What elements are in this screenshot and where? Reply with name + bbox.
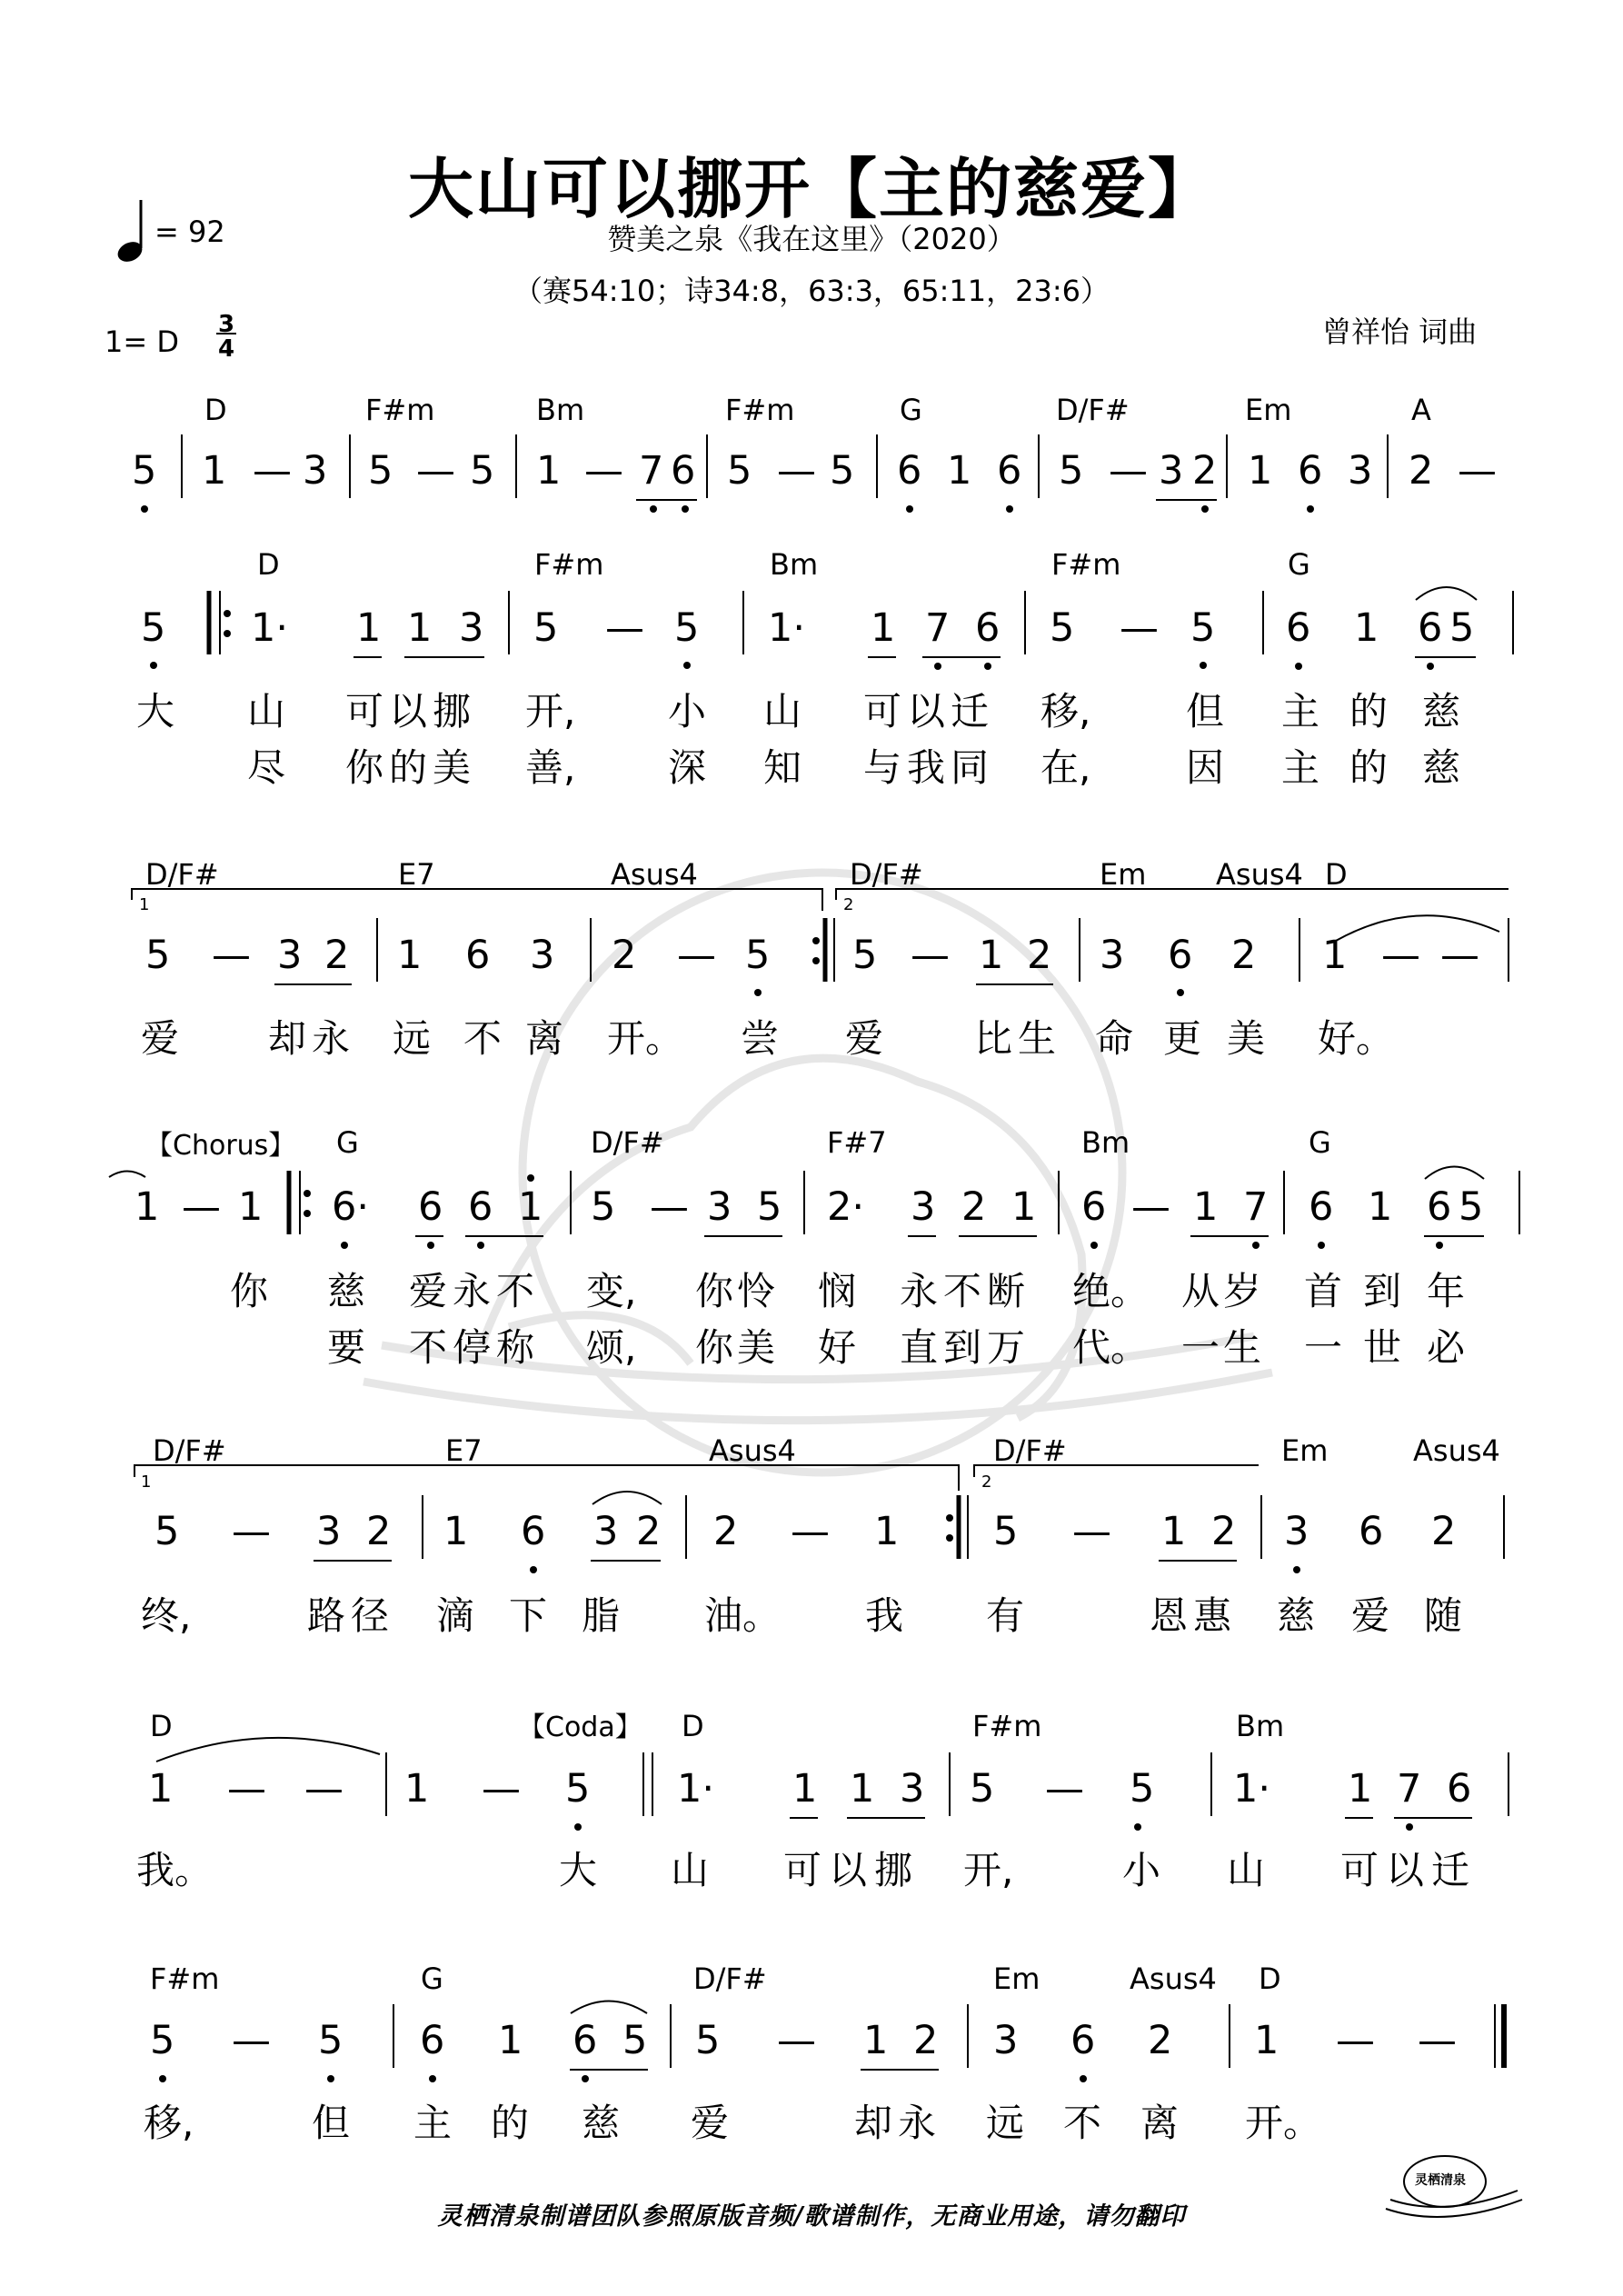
dash: — bbox=[253, 448, 292, 494]
lyric-verse-2: 一 bbox=[1304, 1325, 1343, 1370]
lyric-verse-2: 要 bbox=[327, 1325, 366, 1370]
chord: Em bbox=[1281, 1433, 1329, 1468]
note: 5 bbox=[1050, 605, 1075, 651]
lyric: 山 bbox=[247, 689, 286, 734]
dash: — bbox=[605, 605, 644, 651]
note: 3 bbox=[707, 1184, 732, 1230]
note: 5 bbox=[695, 2018, 721, 2063]
note: 1 bbox=[1248, 448, 1273, 494]
note: 6 bbox=[897, 448, 922, 494]
dash: — bbox=[1381, 933, 1420, 978]
volta-number: 2 bbox=[843, 895, 854, 914]
dash: — bbox=[777, 448, 816, 494]
chord: F#7 bbox=[827, 1125, 887, 1160]
note: 2 bbox=[713, 1509, 739, 1554]
note: 3 bbox=[1159, 448, 1184, 494]
note: 3 bbox=[530, 933, 555, 978]
lyric: 却永 bbox=[268, 1016, 356, 1061]
dash: — bbox=[650, 1184, 689, 1230]
lyric: 移, bbox=[144, 2101, 194, 2145]
lyric: 主 bbox=[1281, 689, 1320, 734]
note: 5 bbox=[1130, 1766, 1155, 1812]
note: 3 bbox=[303, 448, 328, 494]
chord: F#m bbox=[365, 393, 435, 427]
note: 6 bbox=[1359, 1509, 1384, 1554]
lyric: 移, bbox=[1041, 689, 1091, 734]
chord: Bm bbox=[1236, 1709, 1285, 1743]
chord: Asus4 bbox=[1216, 857, 1303, 892]
lyric: 变, bbox=[586, 1269, 637, 1313]
note: 1 bbox=[148, 1766, 174, 1812]
note: 1· bbox=[768, 605, 806, 651]
note: 5 bbox=[318, 2018, 344, 2063]
lyric: 绝。 bbox=[1072, 1269, 1150, 1313]
lyric: 你怜 bbox=[695, 1269, 780, 1313]
lyric-verse-2: 因 bbox=[1186, 745, 1225, 790]
note: 1 bbox=[498, 2018, 523, 2063]
note: 6 bbox=[1070, 2018, 1096, 2063]
lyric: 首 bbox=[1304, 1269, 1343, 1313]
note: 1 bbox=[871, 605, 896, 651]
lyric: 不 bbox=[1063, 2101, 1102, 2145]
note: 1 bbox=[443, 1509, 469, 1554]
chord: Em bbox=[993, 1962, 1041, 1996]
lyric-verse-2: 慈 bbox=[1422, 745, 1461, 790]
lyric: 离 bbox=[525, 1016, 564, 1061]
lyric: 慈 bbox=[582, 2101, 621, 2145]
note: 5 bbox=[470, 448, 495, 494]
lyric-verse-2: 好 bbox=[818, 1325, 857, 1370]
footer-copyright-note: 灵栖清泉制谱团队参照原版音频/歌谱制作，无商业用途，请勿翻印 bbox=[437, 2202, 1186, 2231]
volta-number: 2 bbox=[981, 1472, 992, 1492]
lyric-verse-2: 在, bbox=[1041, 745, 1091, 790]
note: 1 bbox=[1368, 1184, 1393, 1230]
note: 2 bbox=[1192, 448, 1218, 494]
note: 6 bbox=[521, 1509, 546, 1554]
note: 3 bbox=[1348, 448, 1373, 494]
chord: D bbox=[204, 393, 227, 427]
lyric: 爱 bbox=[1351, 1593, 1390, 1638]
lyric: 大 bbox=[136, 689, 175, 734]
note: 3 bbox=[593, 1509, 619, 1554]
chord: Asus4 bbox=[709, 1433, 796, 1468]
note: 2 bbox=[636, 1509, 662, 1554]
note: 6· bbox=[332, 1184, 370, 1230]
lyric: 可以迁 bbox=[1340, 1848, 1478, 1892]
chord: A bbox=[1411, 393, 1431, 427]
lyric: 美 bbox=[1227, 1016, 1266, 1061]
note: 1 bbox=[1011, 1184, 1037, 1230]
note: 7 bbox=[639, 448, 664, 494]
lyric: 主 bbox=[413, 2101, 453, 2145]
lyric: 但 bbox=[312, 2101, 351, 2145]
note: 1 bbox=[518, 1184, 543, 1230]
lyric: 的 bbox=[491, 2101, 530, 2145]
lyric-verse-2: 世 bbox=[1363, 1325, 1402, 1370]
note: 2 bbox=[324, 933, 350, 978]
tempo-marking: = 92 bbox=[154, 215, 225, 249]
chord: G bbox=[900, 393, 922, 427]
note: 6 bbox=[1081, 1184, 1107, 1230]
chord: F#m bbox=[1051, 547, 1121, 582]
note: 3 bbox=[1284, 1509, 1309, 1554]
note: 5 bbox=[565, 1766, 591, 1812]
lyric: 不 bbox=[463, 1016, 503, 1061]
dash: — bbox=[1440, 933, 1479, 978]
scripture-references: （赛54:10；诗34:8，63:3，65:11，23:6） bbox=[513, 274, 1110, 308]
chord: F#m bbox=[534, 547, 604, 582]
dash: — bbox=[1120, 605, 1159, 651]
lyric: 悯 bbox=[818, 1269, 857, 1313]
dash: — bbox=[911, 933, 950, 978]
note: 1· bbox=[677, 1766, 715, 1812]
note: 7 bbox=[925, 605, 951, 651]
chord: D/F# bbox=[145, 857, 219, 892]
lyric: 油。 bbox=[704, 1593, 782, 1638]
coda-label: 【Coda】 bbox=[518, 1712, 642, 1743]
dash: — bbox=[232, 2018, 271, 2063]
lyric: 命 bbox=[1095, 1016, 1134, 1061]
song-title: 大山可以挪开【主的慈爱】 bbox=[407, 151, 1215, 227]
note: 1 bbox=[1254, 2018, 1279, 2063]
note: 1· bbox=[251, 605, 289, 651]
chord: F#m bbox=[725, 393, 795, 427]
chord: G bbox=[421, 1962, 443, 1996]
lyric-verse-2: 深 bbox=[668, 745, 707, 790]
note: 6 bbox=[418, 1184, 443, 1230]
lyric: 却永 bbox=[854, 2101, 942, 2145]
note: 1 bbox=[356, 605, 382, 651]
note: 2· bbox=[827, 1184, 865, 1230]
note: 3 bbox=[1100, 933, 1125, 978]
note: 2 bbox=[1148, 2018, 1173, 2063]
lyric: 下 bbox=[509, 1593, 548, 1638]
note: 1 bbox=[850, 1766, 875, 1812]
lyric: 脂 bbox=[582, 1593, 621, 1638]
lyric: 可以迁 bbox=[863, 689, 995, 734]
note: 6 bbox=[671, 448, 696, 494]
note: 3 bbox=[277, 933, 303, 978]
chord: Bm bbox=[536, 393, 585, 427]
chord: Asus4 bbox=[611, 857, 698, 892]
lyric: 恩惠 bbox=[1150, 1593, 1238, 1638]
dash: — bbox=[1109, 448, 1148, 494]
chord: G bbox=[1288, 547, 1310, 582]
note: 2 bbox=[1431, 1509, 1457, 1554]
lyric: 远 bbox=[986, 2101, 1025, 2145]
lyric: 大 bbox=[559, 1848, 598, 1892]
lyric: 比生 bbox=[974, 1016, 1062, 1061]
key-signature: 1= D bbox=[105, 324, 179, 359]
note: 1 bbox=[202, 448, 227, 494]
lyric: 到 bbox=[1363, 1269, 1402, 1313]
lyric-verse-2: 颂, bbox=[586, 1325, 637, 1370]
note: 2 bbox=[612, 933, 637, 978]
lyric: 路径 bbox=[307, 1593, 395, 1638]
chord: D bbox=[150, 1709, 173, 1743]
note: 1 bbox=[536, 448, 562, 494]
note: 1 bbox=[947, 448, 972, 494]
note: 1 bbox=[792, 1766, 818, 1812]
lyric: 可以挪 bbox=[345, 689, 477, 734]
dash: — bbox=[677, 933, 716, 978]
lyric-verse-2: 必 bbox=[1427, 1325, 1466, 1370]
note: 1 bbox=[397, 933, 423, 978]
lyric: 滴 bbox=[436, 1593, 475, 1638]
note: 6 bbox=[1168, 933, 1193, 978]
lyric: 小 bbox=[1122, 1848, 1161, 1892]
lyric: 小 bbox=[668, 689, 707, 734]
note: 1 bbox=[874, 1509, 900, 1554]
chord: D/F# bbox=[591, 1125, 664, 1160]
note: 5 bbox=[1449, 605, 1475, 651]
note: 2 bbox=[1409, 448, 1434, 494]
note: 5 bbox=[145, 933, 171, 978]
lyric: 爱永不 bbox=[409, 1269, 541, 1313]
lyric: 慈 bbox=[1277, 1593, 1316, 1638]
chord: E7 bbox=[445, 1433, 483, 1468]
note: 5 bbox=[132, 448, 157, 494]
note: 6 bbox=[468, 1184, 493, 1230]
dash: — bbox=[227, 1766, 266, 1812]
chord: Asus4 bbox=[1413, 1433, 1500, 1468]
lyric: 慈 bbox=[327, 1269, 366, 1313]
dash: — bbox=[232, 1509, 271, 1554]
chord: Bm bbox=[1081, 1125, 1130, 1160]
lyric-verse-2: 你的美 bbox=[345, 745, 477, 790]
chord: G bbox=[336, 1125, 359, 1160]
dash: — bbox=[1336, 2018, 1375, 2063]
dash: — bbox=[777, 2018, 816, 2063]
chord: G bbox=[1309, 1125, 1331, 1160]
dash: — bbox=[1458, 448, 1497, 494]
note: 5 bbox=[993, 1509, 1019, 1554]
lyric-verse-2: 主 bbox=[1281, 745, 1320, 790]
lyric-verse-2: 善, bbox=[525, 745, 576, 790]
note: 5 bbox=[622, 2018, 648, 2063]
chord: D/F# bbox=[993, 1433, 1067, 1468]
note: 1 bbox=[407, 605, 433, 651]
lyric: 有 bbox=[986, 1593, 1025, 1638]
dash: — bbox=[182, 1184, 221, 1230]
chord: E7 bbox=[398, 857, 435, 892]
note: 5 bbox=[757, 1184, 782, 1230]
dash: — bbox=[584, 448, 623, 494]
dash: — bbox=[1072, 1509, 1111, 1554]
note: 5 bbox=[830, 448, 855, 494]
lyric: 从岁 bbox=[1181, 1269, 1266, 1313]
lyric-verse-2: 不停称 bbox=[409, 1325, 541, 1370]
lyric: 山 bbox=[763, 689, 802, 734]
chorus-label: 【Chorus】 bbox=[145, 1130, 296, 1162]
chord: D bbox=[1259, 1962, 1281, 1996]
note: 1 bbox=[1161, 1509, 1187, 1554]
lyric: 终, bbox=[141, 1593, 192, 1638]
note: 6 bbox=[465, 933, 491, 978]
lyric: 开, bbox=[525, 689, 576, 734]
chord: D/F# bbox=[153, 1433, 226, 1468]
lyric-verse-2: 的 bbox=[1349, 745, 1389, 790]
time-signature-top: 3 bbox=[218, 311, 235, 338]
dash: — bbox=[482, 1766, 521, 1812]
chord: D bbox=[682, 1709, 704, 1743]
lyric: 年 bbox=[1427, 1269, 1466, 1313]
note: 6 bbox=[420, 2018, 445, 2063]
dash: — bbox=[1045, 1766, 1084, 1812]
note: 6 bbox=[1286, 605, 1311, 651]
chord: D/F# bbox=[693, 1962, 767, 1996]
note: 6 bbox=[1447, 1766, 1472, 1812]
note: 1 bbox=[1322, 933, 1348, 978]
volta-number: 1 bbox=[139, 895, 150, 914]
note: 5 bbox=[1059, 448, 1084, 494]
lyric: 离 bbox=[1140, 2101, 1180, 2145]
time-signature-bottom: 4 bbox=[218, 335, 235, 363]
dash: — bbox=[304, 1766, 344, 1812]
dash: — bbox=[1418, 2018, 1457, 2063]
lyric: 但 bbox=[1186, 689, 1225, 734]
note: 5 bbox=[591, 1184, 616, 1230]
dash: — bbox=[791, 1509, 830, 1554]
note: 5 bbox=[1190, 605, 1216, 651]
note: 5 bbox=[150, 2018, 175, 2063]
note: 1 bbox=[979, 933, 1004, 978]
lyric: 随 bbox=[1424, 1593, 1463, 1638]
note: 5 bbox=[970, 1766, 995, 1812]
lyric: 可以挪 bbox=[783, 1848, 921, 1892]
note: 6 bbox=[997, 448, 1022, 494]
note: 2 bbox=[1211, 1509, 1237, 1554]
note: 1 bbox=[1193, 1184, 1219, 1230]
note: 1 bbox=[134, 1184, 160, 1230]
chord: D/F# bbox=[850, 857, 923, 892]
lyric-verse-2: 与我同 bbox=[863, 745, 995, 790]
note: 5 bbox=[533, 605, 559, 651]
note: 5 bbox=[852, 933, 878, 978]
lyric: 我。 bbox=[136, 1848, 214, 1892]
lyric: 永不断 bbox=[900, 1269, 1031, 1313]
lyric: 慈 bbox=[1422, 689, 1461, 734]
note: 1 bbox=[1348, 1766, 1373, 1812]
author-credit: 曾祥怡 词曲 bbox=[1322, 314, 1478, 349]
note: 3 bbox=[900, 1766, 925, 1812]
note: 5 bbox=[1459, 1184, 1484, 1230]
chord: Bm bbox=[770, 547, 819, 582]
note: 1· bbox=[1233, 1766, 1271, 1812]
lyric: 开。 bbox=[607, 1016, 684, 1061]
note: 5 bbox=[154, 1509, 180, 1554]
note: 2 bbox=[1027, 933, 1052, 978]
note: 3 bbox=[316, 1509, 342, 1554]
note: 1 bbox=[238, 1184, 264, 1230]
volta-number: 1 bbox=[141, 1472, 152, 1492]
lyric: 你 bbox=[230, 1269, 269, 1313]
lyric: 爱 bbox=[845, 1016, 884, 1061]
lyric-verse-2: 尽 bbox=[247, 745, 286, 790]
note: 1 bbox=[863, 2018, 889, 2063]
dash: — bbox=[1131, 1184, 1170, 1230]
note: 2 bbox=[1231, 933, 1257, 978]
note: 7 bbox=[1397, 1766, 1422, 1812]
note: 5 bbox=[727, 448, 752, 494]
lyric: 山 bbox=[1227, 1848, 1266, 1892]
logo-text: 灵栖清泉 bbox=[1415, 2173, 1466, 2188]
chord: D bbox=[1325, 857, 1348, 892]
note: 5 bbox=[674, 605, 700, 651]
note: 7 bbox=[1243, 1184, 1269, 1230]
lyric: 尝 bbox=[741, 1016, 780, 1061]
note: 1 bbox=[1354, 605, 1379, 651]
chord: Asus4 bbox=[1130, 1962, 1217, 1996]
lyric: 的 bbox=[1349, 689, 1389, 734]
lyric: 开。 bbox=[1245, 2101, 1322, 2145]
note: 3 bbox=[911, 1184, 936, 1230]
note: 6 bbox=[573, 2018, 598, 2063]
lyric: 开, bbox=[963, 1848, 1014, 1892]
chord: Em bbox=[1100, 857, 1147, 892]
note: 6 bbox=[975, 605, 1001, 651]
lyric-verse-2: 代。 bbox=[1072, 1325, 1150, 1370]
lyric: 远 bbox=[393, 1016, 432, 1061]
note: 3 bbox=[459, 605, 484, 651]
note: 5 bbox=[368, 448, 393, 494]
album-subtitle: 赞美之泉《我在这里》（2020） bbox=[607, 222, 1016, 256]
note: 6 bbox=[1427, 1184, 1452, 1230]
note: 3 bbox=[993, 2018, 1019, 2063]
note: 1 bbox=[404, 1766, 430, 1812]
lyric: 山 bbox=[671, 1848, 710, 1892]
note: 2 bbox=[913, 2018, 939, 2063]
note: 2 bbox=[961, 1184, 987, 1230]
lyric: 爱 bbox=[141, 1016, 180, 1061]
chord: Em bbox=[1245, 393, 1292, 427]
lyric: 更 bbox=[1163, 1016, 1202, 1061]
lyric-verse-2: 一生 bbox=[1181, 1325, 1266, 1370]
chord: F#m bbox=[972, 1709, 1042, 1743]
lyric: 爱 bbox=[691, 2101, 730, 2145]
chord: F#m bbox=[150, 1962, 220, 1996]
lyric: 好。 bbox=[1318, 1016, 1395, 1061]
lyric-verse-2: 直到万 bbox=[900, 1325, 1031, 1370]
chord: D/F# bbox=[1056, 393, 1130, 427]
note: 2 bbox=[366, 1509, 392, 1554]
dash: — bbox=[416, 448, 455, 494]
lyric-verse-2: 知 bbox=[763, 745, 802, 790]
note: 5 bbox=[745, 933, 771, 978]
chord: D bbox=[257, 547, 280, 582]
note: 5 bbox=[141, 605, 166, 651]
note: 6 bbox=[1418, 605, 1443, 651]
lyric-verse-2: 你美 bbox=[695, 1325, 780, 1370]
note: 6 bbox=[1309, 1184, 1334, 1230]
dash: — bbox=[212, 933, 251, 978]
lyric: 我 bbox=[865, 1593, 904, 1638]
note: 6 bbox=[1298, 448, 1323, 494]
